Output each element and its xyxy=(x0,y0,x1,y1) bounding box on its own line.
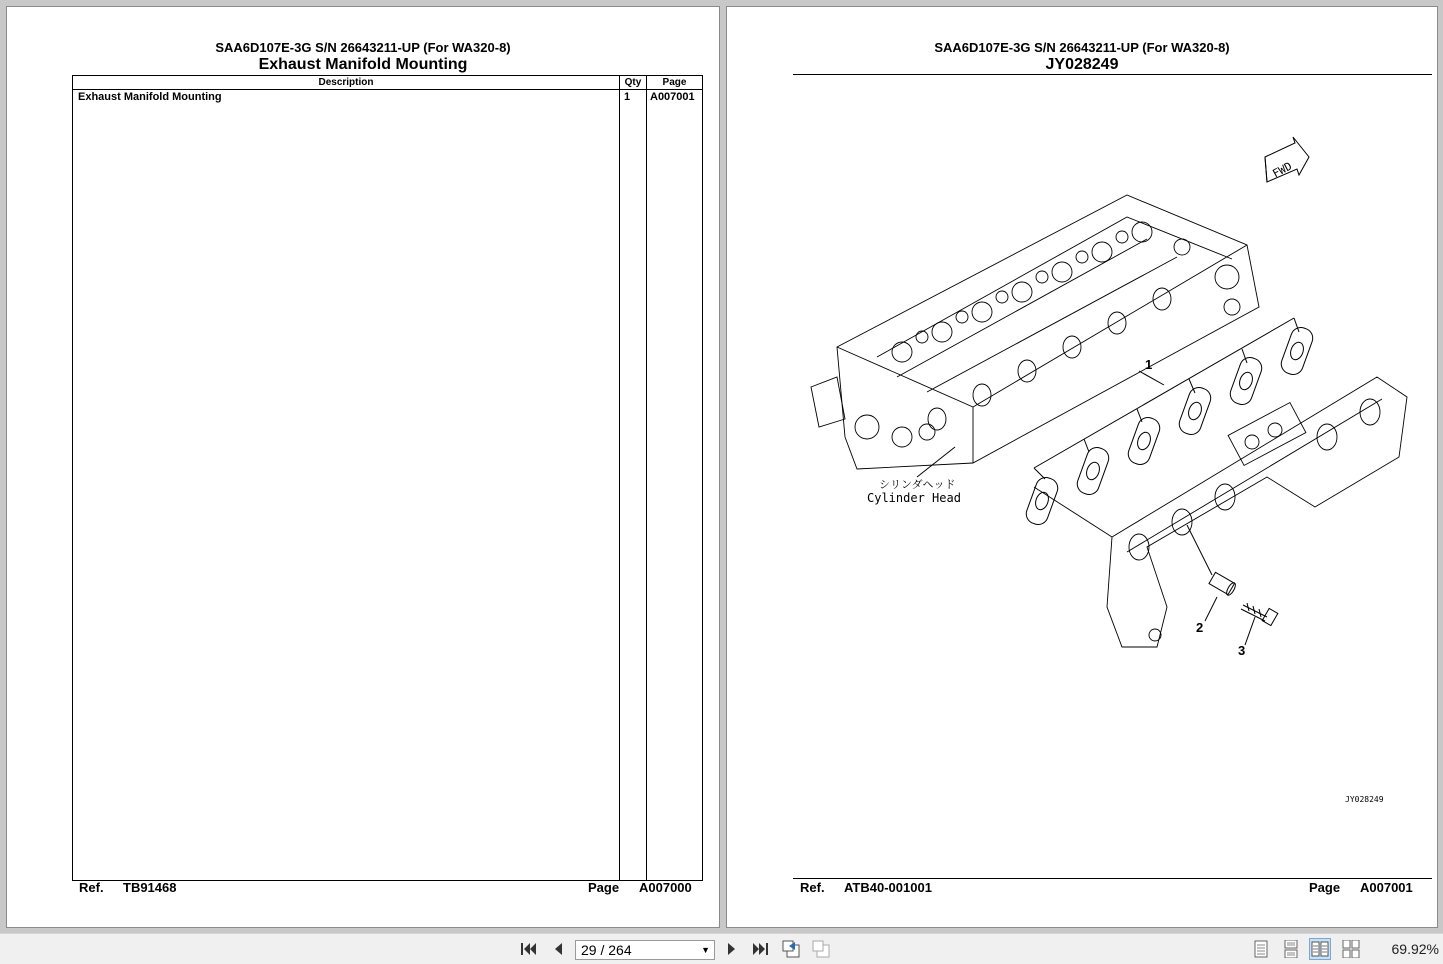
callout-3: 3 xyxy=(1238,643,1246,658)
previous-page-button[interactable] xyxy=(547,938,569,960)
gasket xyxy=(1278,325,1315,378)
gasket xyxy=(1023,475,1060,528)
footer-page-label: Page xyxy=(588,880,620,895)
page-indicator: 29 / 264 xyxy=(581,942,632,958)
continuous-view-button[interactable] xyxy=(1280,938,1302,960)
column-divider xyxy=(646,76,647,880)
drawing-code: JY028249 xyxy=(1345,795,1384,804)
footer-page-value: A007000 xyxy=(639,880,692,895)
column-header-description: Description xyxy=(318,77,374,88)
left-page-model: SAA6D107E-3G S/N 26643211-UP (For WA320-8) xyxy=(215,40,511,55)
go-back-icon xyxy=(781,939,801,959)
row-page-link[interactable]: A007001 xyxy=(650,91,695,103)
go-forward-button[interactable] xyxy=(810,938,832,960)
previous-page-icon xyxy=(551,941,565,957)
page-number-input[interactable] xyxy=(575,940,715,960)
left-page-title: Exhaust Manifold Mounting xyxy=(258,56,468,73)
first-page-button[interactable] xyxy=(518,938,540,960)
right-page xyxy=(726,6,1438,928)
exploded-parts-diagram xyxy=(727,7,1439,887)
first-page-icon xyxy=(520,941,538,957)
footer-ref-label: Ref. xyxy=(79,880,104,895)
right-page-model: SAA6D107E-3G S/N 26643211-UP (For WA320-8) xyxy=(934,40,1230,55)
single-page-view-button[interactable] xyxy=(1250,938,1272,960)
chevron-down-icon: ▼ xyxy=(701,945,710,955)
callout-1: 1 xyxy=(1145,357,1153,372)
gasket xyxy=(1125,415,1162,468)
single-page-view-icon xyxy=(1253,940,1269,958)
row-qty: 1 xyxy=(624,91,631,103)
next-page-button[interactable] xyxy=(721,938,743,960)
continuous-facing-view-button[interactable] xyxy=(1340,938,1362,960)
next-page-icon xyxy=(725,941,739,957)
facing-pages-view-icon xyxy=(1311,940,1329,958)
fwd-label: FWD xyxy=(1270,159,1295,181)
last-page-button[interactable] xyxy=(749,938,771,960)
callout-2: 2 xyxy=(1196,620,1204,635)
parts-table xyxy=(72,75,703,881)
footer-ref-value: ATB40-001001 xyxy=(844,880,932,895)
go-forward-icon xyxy=(811,939,831,959)
zoom-level[interactable]: 69.92% xyxy=(1391,941,1439,957)
spacer-sleeve-drawing xyxy=(1187,525,1237,621)
footer-ref-value: TB91468 xyxy=(123,880,177,895)
cylinder-head-label-en: Cylinder Head xyxy=(867,491,961,505)
gasket-set-drawing xyxy=(1023,318,1315,527)
footer-rule xyxy=(793,878,1432,879)
footer-page-value: A007001 xyxy=(1360,880,1413,895)
column-header-qty: Qty xyxy=(624,77,642,88)
cylinder-head-label-jp: シリンダヘッド xyxy=(879,478,956,491)
facing-pages-view-button[interactable] xyxy=(1309,938,1331,960)
exhaust-manifold-drawing xyxy=(1034,377,1407,647)
fwd-arrow-icon xyxy=(1265,137,1309,182)
column-divider xyxy=(619,76,620,880)
bolt-drawing xyxy=(1241,603,1278,645)
last-page-icon xyxy=(751,941,769,957)
gasket xyxy=(1227,355,1264,408)
go-back-button[interactable] xyxy=(780,938,802,960)
right-page-title: JY028249 xyxy=(1045,56,1119,73)
cylinder-head-drawing xyxy=(811,195,1259,469)
continuous-view-icon xyxy=(1283,940,1299,958)
continuous-facing-view-icon xyxy=(1342,940,1360,958)
navigation-toolbar xyxy=(0,933,1443,964)
column-header-page: Page xyxy=(662,77,687,88)
left-page xyxy=(6,6,720,928)
gasket xyxy=(1074,445,1111,498)
footer-ref-label: Ref. xyxy=(800,880,825,895)
row-description: Exhaust Manifold Mounting xyxy=(78,91,222,103)
header-divider xyxy=(73,89,702,90)
footer-page-label: Page xyxy=(1309,880,1341,895)
